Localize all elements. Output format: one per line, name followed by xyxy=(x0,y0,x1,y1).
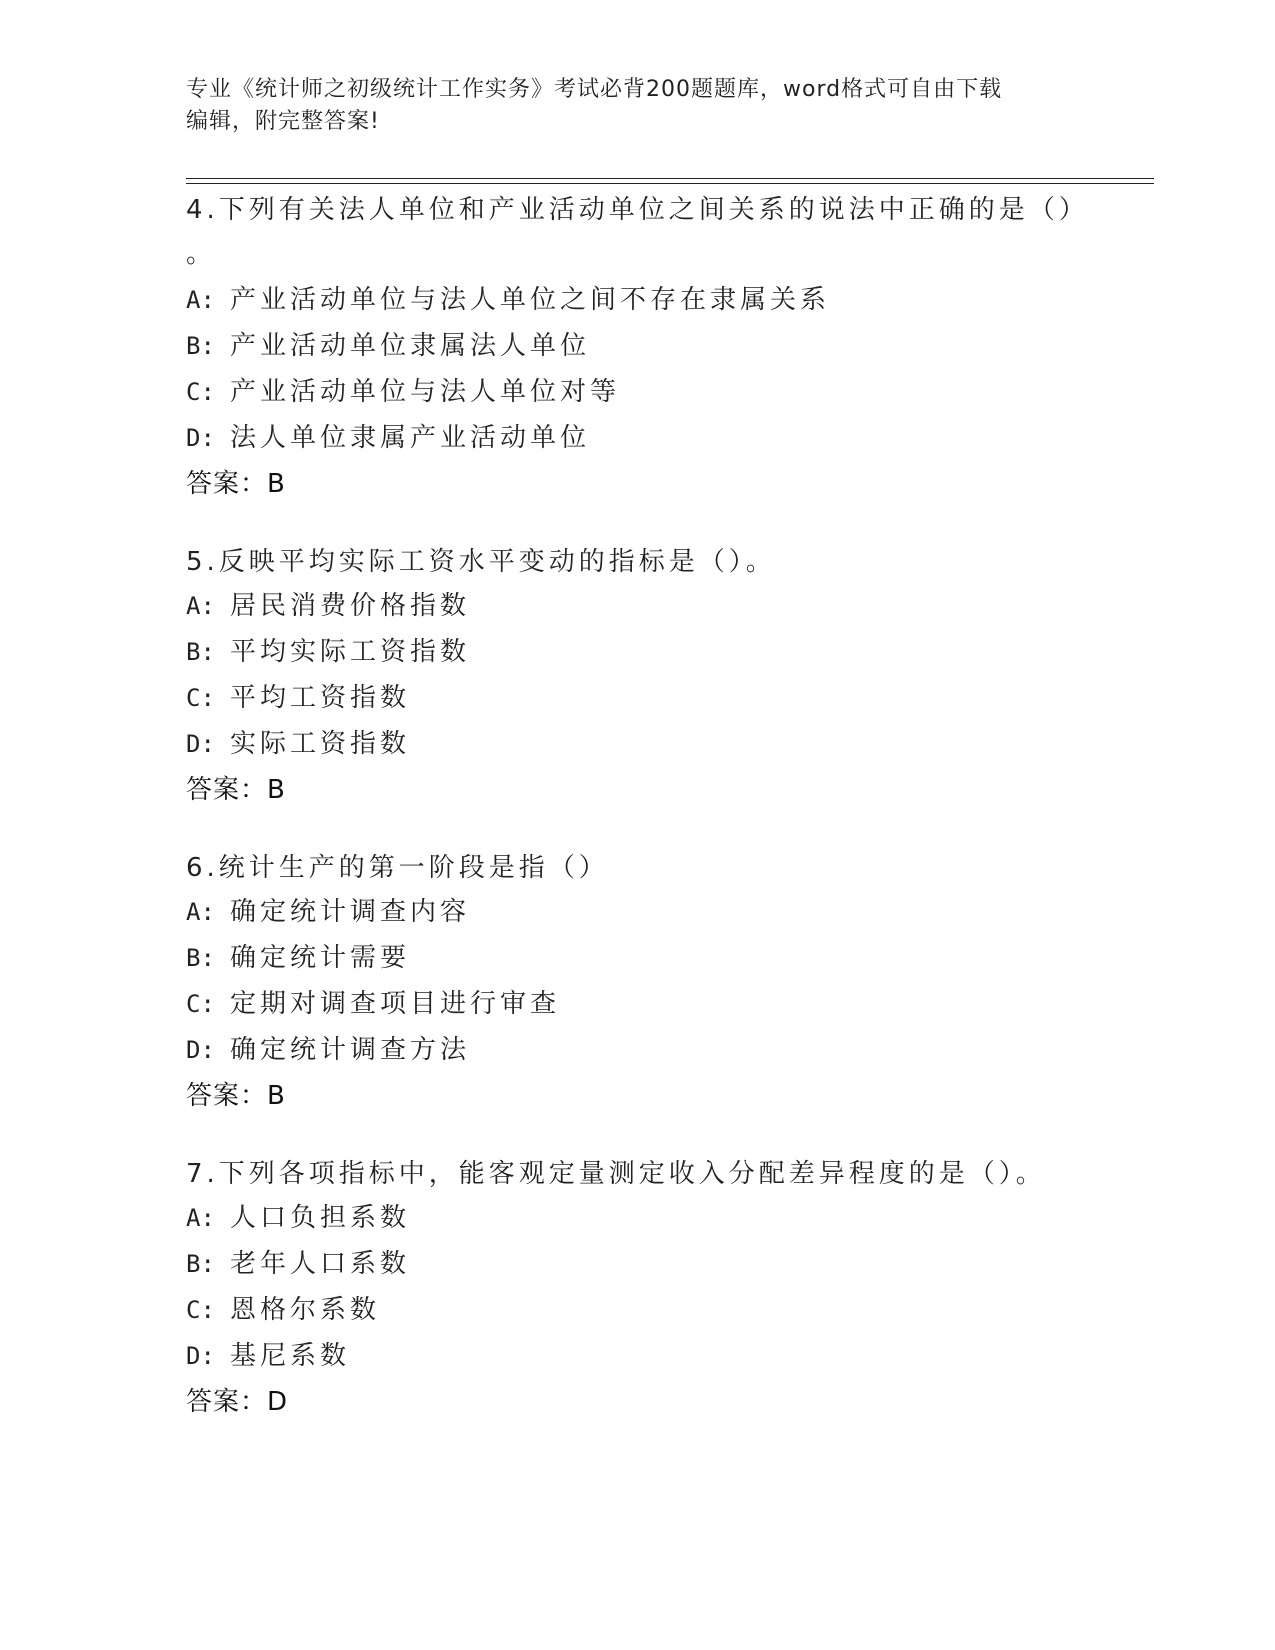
option-letter: C: xyxy=(186,378,215,406)
option-letter: B: xyxy=(186,638,215,666)
option-text: 产业活动单位隶属法人单位 xyxy=(230,331,591,361)
question-title: 7.下列各项指标中，能客观定量测定收入分配差异程度的是（）。 xyxy=(186,1159,1046,1189)
option-letter: A: xyxy=(186,592,215,620)
option-text: 平均实际工资指数 xyxy=(230,637,471,667)
option-text: 产业活动单位与法人单位对等 xyxy=(230,377,621,407)
option-letter: D: xyxy=(186,1036,215,1064)
answer-line: 答案：B xyxy=(186,775,286,805)
question-5 xyxy=(186,540,1166,814)
option-letter: C: xyxy=(186,1296,215,1324)
question-4 xyxy=(186,188,1166,508)
header-line-2: 编辑，附完整答案! xyxy=(186,109,380,134)
document-header xyxy=(186,74,1086,138)
option-b xyxy=(186,1242,1166,1288)
option-text: 产业活动单位与法人单位之间不存在隶属关系 xyxy=(230,285,831,315)
option-text: 法人单位隶属产业活动单位 xyxy=(230,423,591,453)
option-b xyxy=(186,936,1166,982)
header-line-1: 专业《统计师之初级统计工作实务》考试必背200题题库，word格式可自由下载 xyxy=(186,77,1003,102)
option-c xyxy=(186,676,1166,722)
option-text: 基尼系数 xyxy=(230,1341,351,1371)
option-letter: B: xyxy=(186,332,215,360)
option-text: 人口负担系数 xyxy=(230,1203,411,1233)
question-7 xyxy=(186,1152,1166,1426)
option-letter: C: xyxy=(186,990,215,1018)
question-6 xyxy=(186,846,1166,1120)
option-letter: D: xyxy=(186,1342,215,1370)
option-a xyxy=(186,278,1166,324)
option-letter: A: xyxy=(186,286,215,314)
answer-line: 答案：D xyxy=(186,1387,289,1417)
option-b xyxy=(186,324,1166,370)
option-letter: D: xyxy=(186,424,215,452)
option-a xyxy=(186,584,1166,630)
option-a xyxy=(186,890,1166,936)
option-b xyxy=(186,630,1166,676)
option-text: 实际工资指数 xyxy=(230,729,411,759)
option-c xyxy=(186,1288,1166,1334)
option-d xyxy=(186,1334,1166,1380)
option-letter: A: xyxy=(186,898,215,926)
answer-line: 答案：B xyxy=(186,469,286,499)
option-d xyxy=(186,1028,1166,1074)
header-divider-bottom xyxy=(186,183,1154,184)
option-text: 平均工资指数 xyxy=(230,683,411,713)
option-letter: A: xyxy=(186,1204,215,1232)
option-d xyxy=(186,416,1166,462)
header-divider-top xyxy=(186,178,1154,179)
question-title: 4.下列有关法人单位和产业活动单位之间关系的说法中正确的是（） xyxy=(186,195,1089,225)
option-c xyxy=(186,982,1166,1028)
option-letter: C: xyxy=(186,684,215,712)
option-d xyxy=(186,722,1166,768)
option-letter: B: xyxy=(186,944,215,972)
question-title-continuation: 。 xyxy=(186,239,213,269)
option-text: 老年人口系数 xyxy=(230,1249,411,1279)
option-text: 确定统计调查内容 xyxy=(230,897,471,927)
option-text: 确定统计调查方法 xyxy=(230,1035,471,1065)
question-title: 6.统计生产的第一阶段是指（） xyxy=(186,853,609,883)
option-letter: B: xyxy=(186,1250,215,1278)
option-letter: D: xyxy=(186,730,215,758)
option-a xyxy=(186,1196,1166,1242)
option-text: 居民消费价格指数 xyxy=(230,591,471,621)
option-c xyxy=(186,370,1166,416)
question-title: 5.反映平均实际工资水平变动的指标是（）。 xyxy=(186,547,776,577)
option-text: 定期对调查项目进行审查 xyxy=(230,989,561,1019)
option-text: 确定统计需要 xyxy=(230,943,411,973)
option-text: 恩格尔系数 xyxy=(230,1295,381,1325)
answer-line: 答案：B xyxy=(186,1081,286,1111)
